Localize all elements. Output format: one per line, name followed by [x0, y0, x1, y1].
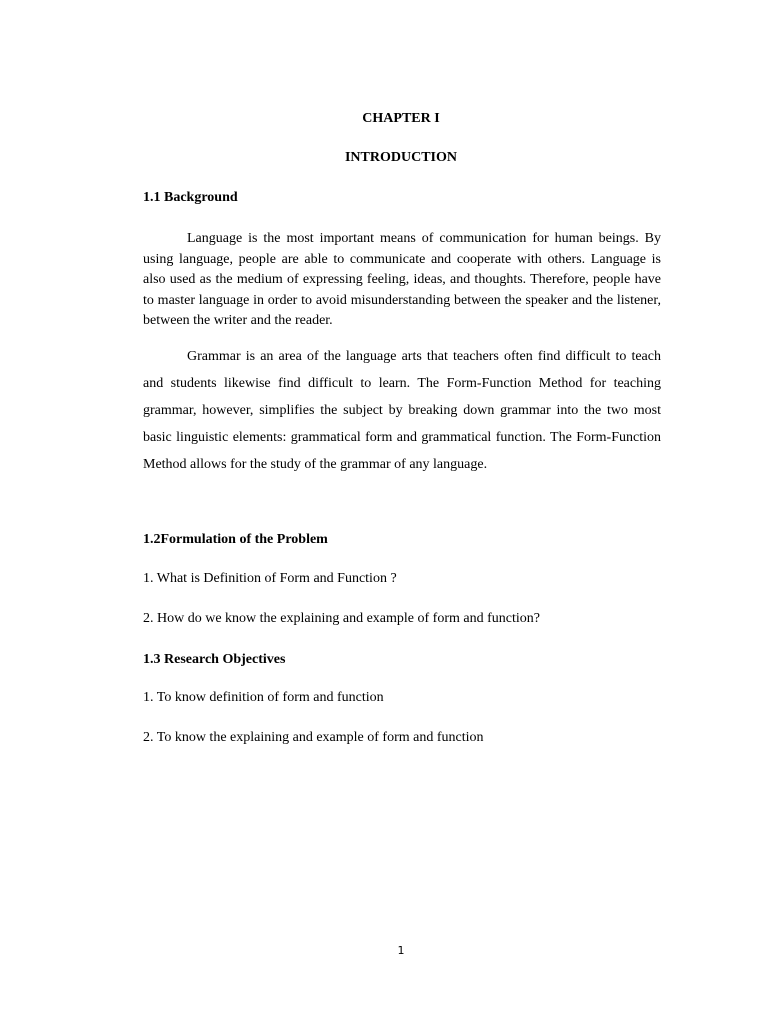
- problem-item-1: 1. What is Definition of Form and Function ?: [143, 571, 397, 586]
- background-heading: 1.1 Background: [143, 190, 238, 205]
- problem-item-2: 2. How do we know the explaining and example of form and function?: [143, 611, 540, 626]
- objective-item-1: 1. To know definition of form and function: [143, 690, 384, 705]
- objective-item-2: 2. To know the explaining and example of form and function: [143, 730, 484, 745]
- objectives-heading: 1.3 Research Objectives: [143, 652, 286, 667]
- background-paragraph-1: Language is the most important means of communication for human beings. By using language, people are able to communicate and cooperate with others. Language is also used as the medium of expressing feeling, ideas, and thoughts. Therefore, people have to master language in order to avoid misunderstanding between the speaker and the listener, between the writer and the reader.: [143, 231, 661, 329]
- problem-heading: 1.2Formulation of the Problem: [143, 532, 328, 547]
- section-title: INTRODUCTION: [344, 150, 457, 165]
- background-paragraph-2: Grammar is an area of the language arts that teachers often find difficult to teach and students likewise find difficult to learn. The Form-Function Method for teaching grammar, however, simplifies the subject by breaking down grammar into the two most basic linguistic elements: grammatical form and grammatical function. The Form-Function Method allows for the study of the grammar of any language.: [143, 349, 661, 472]
- chapter-title: CHAPTER I: [362, 111, 440, 126]
- page-number: 1: [397, 944, 405, 957]
